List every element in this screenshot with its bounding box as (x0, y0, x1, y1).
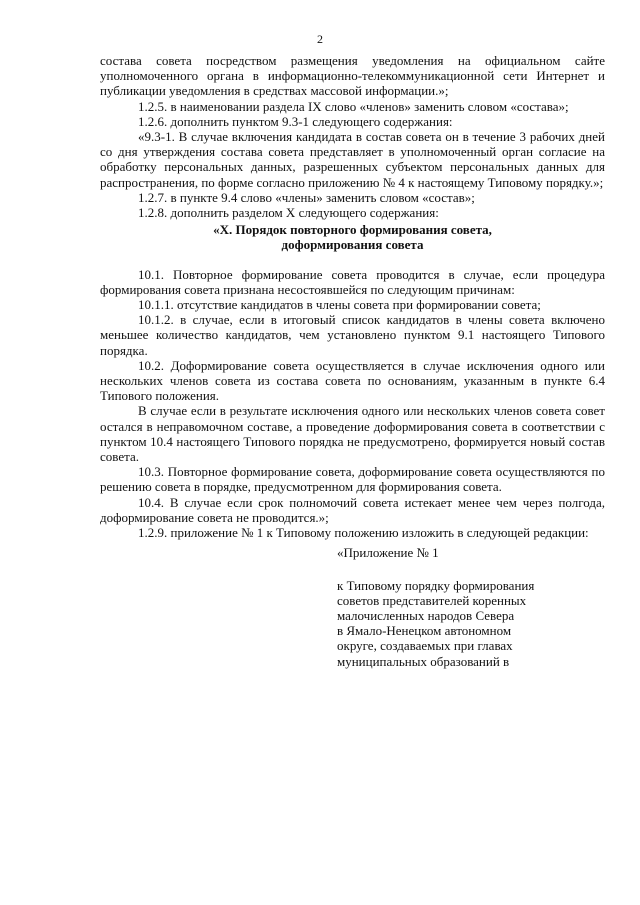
appendix-block (337, 545, 605, 668)
paragraph-1-2-6: 1.2.6. дополнить пунктом 9.3-1 следующего содержания: (138, 113, 453, 129)
appendix-line: муниципальных образований в (337, 653, 510, 669)
paragraph-1-2-9: 1.2.9. приложение № 1 к Типовому положению изложить в следующей редакции: (138, 525, 589, 541)
paragraph-9-3-1: «9.3-1. В случае включения кандидата в состав совета он в течение 3 рабочих дней со дня утверждения состава совета представляет в уполномоченный орган согласие на обработку персональных данных, разрешенных субъектом персональных данных для распространения, по форме согласно приложению № 4 к настоящему Типовому порядку.»; (100, 129, 605, 190)
appendix-line: советов представителей коренных (337, 592, 527, 608)
document-body (100, 53, 605, 669)
section-heading-line-2: доформирования совета (281, 237, 424, 253)
appendix-line: к Типовому порядку формирования (337, 577, 535, 593)
appendix-title: «Приложение № 1 (337, 545, 439, 561)
page-number: 2 (317, 32, 323, 46)
appendix-line: малочисленных народов Севера (337, 607, 515, 623)
paragraph-10-3: 10.3. Повторное формирование совета, доформирование совета осуществляются по решению совета в порядке, предусмотренном для формирования совета. (100, 464, 605, 495)
paragraph-10-2-cont: В случае если в результате исключения одного или нескольких членов совета совет остался в неправомочном составе, а проведение доформирования совета в соответствии с пунктом 10.4 настоящего Типового порядка не предусмотрено, формируется новый состав совета. (100, 403, 605, 465)
paragraph-10-1-1: 10.1.1. отсутствие кандидатов в члены совета при формировании совета; (138, 297, 541, 313)
paragraph-1-2-7: 1.2.7. в пункте 9.4 слово «члены» заменить словом «состав»; (138, 189, 475, 205)
paragraph-1-2-5: 1.2.5. в наименовании раздела IX слово «членов» заменить словом «состава»; (138, 98, 569, 114)
section-heading (100, 222, 605, 252)
paragraph-10-4: 10.4. В случае если срок полномочий совета истекает менее чем через полгода, доформирование совета не проводится.»; (100, 494, 605, 525)
appendix-line: округе, создаваемых при главах (337, 638, 513, 654)
paragraph-10-1-2: 10.1.2. в случае, если в итоговый список кандидатов в члены совета включено меньшее количество кандидатов, чем установлено пунктом 9.1 настоящего Типового порядка. (100, 312, 605, 358)
appendix-line: в Ямало-Ненецком автономном (337, 623, 512, 639)
paragraph-continuation: состава совета посредством размещения уведомления на официальном сайте уполномоченного органа в информационно-телекоммуникационной сети Интернет и публикации уведомления в средствах массовой информации.»; (100, 53, 605, 99)
paragraph-1-2-8: 1.2.8. дополнить разделом X следующего содержания: (138, 205, 439, 221)
spacer (100, 253, 605, 267)
paragraph-10-2: 10.2. Доформирование совета осуществляется в случае исключения одного или нескольких членов совета из состава совета по основаниям, указанным в пункте 6.4 Типового положения. (100, 357, 605, 404)
paragraph-10-1: 10.1. Повторное формирование совета проводится в случае, если процедура формирования совета признана несостоявшейся по следующим причинам: (100, 266, 605, 297)
section-heading-line-1: «X. Порядок повторного формирования совета, (213, 222, 492, 238)
